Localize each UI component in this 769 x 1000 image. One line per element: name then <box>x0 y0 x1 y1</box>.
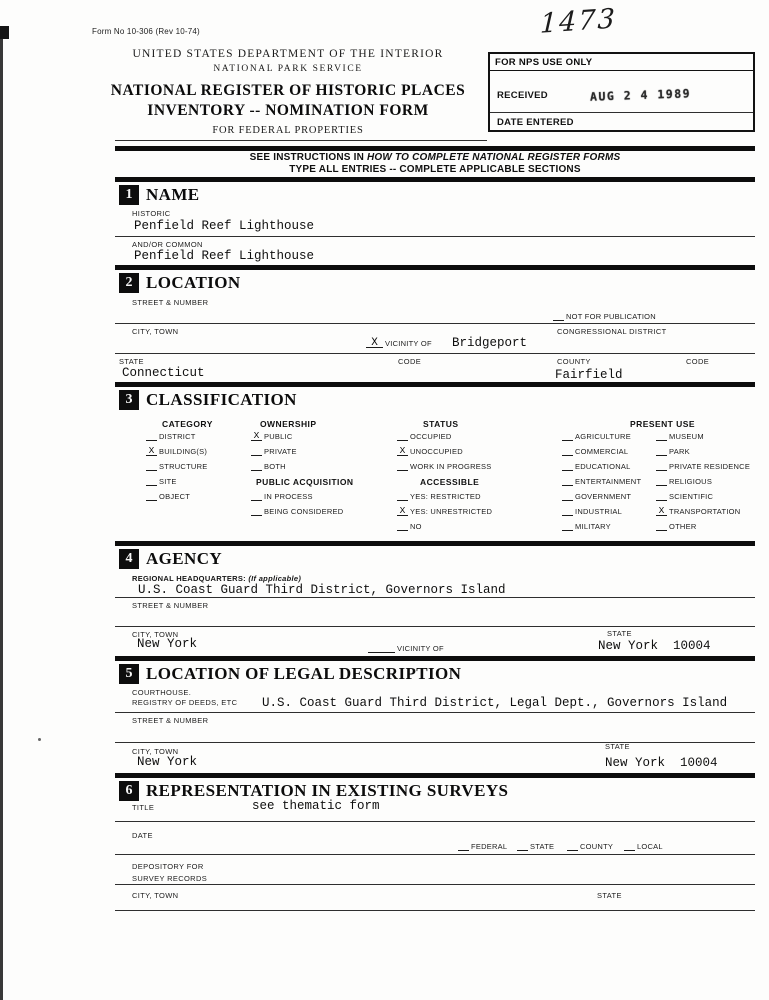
if-applicable-note: (If applicable) <box>245 574 302 583</box>
divider-bar <box>115 541 755 546</box>
city-town-label: CITY, TOWN <box>132 747 179 756</box>
section-5-number: 5 <box>119 664 139 684</box>
checkbox-label: AGRICULTURE <box>575 432 631 441</box>
section-5-title: LOCATION OF LEGAL DESCRIPTION <box>146 664 462 683</box>
checkbox-label: LOCAL <box>637 842 663 851</box>
checkbox-commercial <box>562 446 628 456</box>
checkbox-vicinity-of <box>368 643 444 653</box>
checkbox-work-in-progress <box>397 461 492 471</box>
ownership-header: OWNERSHIP <box>260 419 317 429</box>
instructions-line2: TYPE ALL ENTRIES -- COMPLETE APPLICABLE SECTIONS <box>289 164 581 175</box>
section-1-number: 1 <box>119 185 139 205</box>
checkbox-mark <box>553 311 564 321</box>
checkbox-label: BOTH <box>264 462 286 471</box>
section-6-number: 6 <box>119 781 139 801</box>
historic-name-value: Penfield Reef Lighthouse <box>134 219 315 233</box>
checkbox-label: COUNTY <box>580 842 614 851</box>
form-number: Form No 10-306 (Rev 10-74) <box>92 27 200 36</box>
divider-bar <box>115 656 755 661</box>
checkbox-label: RELIGIOUS <box>669 477 713 486</box>
state-label: STATE <box>597 891 622 900</box>
checkbox-label: PUBLIC <box>264 432 293 441</box>
checkbox-mark <box>458 841 469 851</box>
state-value: New York 10004 <box>598 639 711 653</box>
checkbox-park <box>656 446 690 456</box>
field-rule <box>115 910 755 911</box>
checkbox-mark <box>562 431 573 441</box>
checkbox-county <box>567 841 613 851</box>
city-town-value: New York <box>137 637 198 651</box>
checkbox-private-residence <box>656 461 750 471</box>
county-value: Fairfield <box>555 368 623 382</box>
checkbox-mark <box>251 446 262 456</box>
regional-headquarters-label <box>132 574 301 583</box>
form-subtitle: FOR FEDERAL PROPERTIES <box>212 125 364 136</box>
field-rule <box>115 884 755 885</box>
checkbox-vicinity-of <box>366 338 432 348</box>
date-entered-label: DATE ENTERED <box>497 117 574 128</box>
nps-box-rule <box>490 112 753 113</box>
checkbox-label: VICINITY OF <box>397 644 444 653</box>
checkbox-label: MUSEUM <box>669 432 704 441</box>
checkbox-military <box>562 521 611 531</box>
checkbox-mark <box>562 491 573 501</box>
checkbox-mark: X <box>146 446 157 456</box>
county-label: COUNTY <box>557 357 591 366</box>
instructions-line1 <box>115 152 755 163</box>
state-label: STATE <box>605 742 630 751</box>
state-label: STATE <box>607 629 632 638</box>
courthouse-label-line2: REGISTRY OF DEEDS, ETC <box>132 698 238 707</box>
scan-corner-artifact <box>0 26 9 39</box>
checkbox-yes-unrestricted <box>397 506 492 516</box>
street-number-label: STREET & NUMBER <box>132 601 209 610</box>
checkbox-mark <box>146 476 157 486</box>
checkbox-label: SITE <box>159 477 177 486</box>
checkbox-religious <box>656 476 712 486</box>
vicinity-city-value: Bridgeport <box>452 336 528 350</box>
checkbox-mark: X <box>251 431 262 441</box>
checkbox-industrial <box>562 506 622 516</box>
code-label: CODE <box>686 357 710 366</box>
checkbox-label: FEDERAL <box>471 842 508 851</box>
checkbox-mark <box>146 491 157 501</box>
checkbox-scientific <box>656 491 713 501</box>
checkbox-mark <box>656 446 667 456</box>
checkbox-mark <box>656 461 667 471</box>
divider-bar <box>115 382 755 387</box>
checkbox-label: MILITARY <box>575 522 611 531</box>
checkbox-mark: X <box>366 338 383 348</box>
checkbox-educational <box>562 461 631 471</box>
checkbox-being-considered <box>251 506 343 516</box>
checkbox-mark <box>517 841 528 851</box>
public-acquisition-header: PUBLIC ACQUISITION <box>256 477 354 487</box>
state-value: Connecticut <box>122 366 205 380</box>
checkbox-mark <box>624 841 635 851</box>
checkbox-label: BEING CONSIDERED <box>264 507 344 516</box>
checkbox-unoccupied <box>397 446 463 456</box>
checkbox-no <box>397 521 422 531</box>
field-rule <box>115 626 755 627</box>
city-town-label: CITY, TOWN <box>132 630 179 639</box>
city-town-label: CITY, TOWN <box>132 891 179 900</box>
checkbox-mark <box>562 446 573 456</box>
checkbox-label: COMMERCIAL <box>575 447 629 456</box>
state-value: New York 10004 <box>605 756 718 770</box>
checkbox-label: STRUCTURE <box>159 462 208 471</box>
code-label: CODE <box>398 357 422 366</box>
checkbox-mark <box>397 431 408 441</box>
checkbox-mark <box>146 461 157 471</box>
checkbox-label: DISTRICT <box>159 432 196 441</box>
park-service-title: NATIONAL PARK SERVICE <box>213 64 363 74</box>
checkbox-label: YES: UNRESTRICTED <box>410 507 493 516</box>
checkbox-mark <box>562 506 573 516</box>
checkbox-not-for-publication <box>553 311 656 321</box>
checkbox-label: OBJECT <box>159 492 191 501</box>
field-rule <box>115 854 755 855</box>
field-rule <box>115 323 755 324</box>
field-rule <box>115 236 755 237</box>
checkbox-mark: X <box>656 506 667 516</box>
nps-box-header: FOR NPS USE ONLY <box>490 54 753 71</box>
checkbox-mark <box>562 521 573 531</box>
checkbox-label: INDUSTRIAL <box>575 507 623 516</box>
form-title-line2: INVENTORY -- NOMINATION FORM <box>147 102 429 119</box>
regional-headquarters-value: U.S. Coast Guard Third District, Governors Island <box>138 583 506 597</box>
section-1-title: NAME <box>146 185 200 204</box>
checkbox-buildings <box>146 446 207 456</box>
congressional-district-label: CONGRESSIONAL DISTRICT <box>557 327 667 336</box>
section-2-title: LOCATION <box>146 273 241 292</box>
checkbox-mark <box>397 461 408 471</box>
section-2-number: 2 <box>119 273 139 293</box>
historic-label: HISTORIC <box>132 209 171 218</box>
city-town-label: CITY, TOWN <box>132 327 179 336</box>
department-title: UNITED STATES DEPARTMENT OF THE INTERIOR <box>132 48 444 60</box>
checkbox-district <box>146 431 196 441</box>
field-rule <box>115 712 755 713</box>
checkbox-mark <box>656 521 667 531</box>
checkbox-mark <box>562 461 573 471</box>
checkbox-label: BUILDING(S) <box>159 447 208 456</box>
present-use-header: PRESENT USE <box>630 419 695 429</box>
section-6-title: REPRESENTATION IN EXISTING SURVEYS <box>146 781 509 800</box>
common-name-value: Penfield Reef Lighthouse <box>134 249 315 263</box>
depository-label-line2: SURVEY RECORDS <box>132 874 208 883</box>
checkbox-mark <box>656 476 667 486</box>
checkbox-label: SCIENTIFIC <box>669 492 714 501</box>
checkbox-label: PRIVATE <box>264 447 297 456</box>
checkbox-in-process <box>251 491 313 501</box>
checkbox-yes-restricted <box>397 491 481 501</box>
divider-bar <box>115 146 755 151</box>
checkbox-mark <box>567 841 578 851</box>
common-name-label: AND/OR COMMON <box>132 240 203 249</box>
accessible-header: ACCESSIBLE <box>420 477 480 487</box>
checkbox-label: WORK IN PROGRESS <box>410 462 492 471</box>
checkbox-object <box>146 491 190 501</box>
regional-headquarters-label-text: REGIONAL HEADQUARTERS: <box>132 574 246 583</box>
scan-edge-artifact <box>0 26 3 1000</box>
checkbox-label: VICINITY OF <box>385 339 432 348</box>
checkbox-mark <box>251 461 262 471</box>
status-header: STATUS <box>423 419 459 429</box>
checkbox-label: STATE <box>530 842 555 851</box>
divider-bar <box>115 773 755 778</box>
received-date-stamp: AUG 2 4 1989 <box>589 86 692 104</box>
nps-use-only-box <box>488 52 755 132</box>
checkbox-label: OCCUPIED <box>410 432 452 441</box>
checkbox-museum <box>656 431 704 441</box>
checkbox-label: OTHER <box>669 522 697 531</box>
section-3-title: CLASSIFICATION <box>146 390 297 409</box>
form-title-line1: NATIONAL REGISTER OF HISTORIC PLACES <box>110 82 466 99</box>
checkbox-site <box>146 476 177 486</box>
checkbox-label: TRANSPORTATION <box>669 507 741 516</box>
checkbox-agriculture <box>562 431 631 441</box>
checkbox-label: PARK <box>669 447 690 456</box>
checkbox-mark <box>397 491 408 501</box>
handwritten-number: 1473 <box>539 3 618 40</box>
checkbox-label: NO <box>410 522 422 531</box>
checkbox-label: GOVERNMENT <box>575 492 632 501</box>
checkbox-label: NOT FOR PUBLICATION <box>566 312 656 321</box>
checkbox-label: EDUCATIONAL <box>575 462 631 471</box>
checkbox-label: IN PROCESS <box>264 492 313 501</box>
depository-label-line1: DEPOSITORY FOR <box>132 862 204 871</box>
checkbox-government <box>562 491 631 501</box>
section-3-number: 3 <box>119 390 139 410</box>
city-town-value: New York <box>137 755 198 769</box>
checkbox-mark <box>656 431 667 441</box>
date-label: DATE <box>132 831 153 840</box>
scan-dot-artifact <box>38 738 41 741</box>
received-label: RECEIVED <box>497 90 548 101</box>
title-label: TITLE <box>132 803 155 812</box>
checkbox-mark <box>562 476 573 486</box>
checkbox-both <box>251 461 286 471</box>
checkbox-other <box>656 521 697 531</box>
checkbox-mark <box>397 521 408 531</box>
checkbox-mark <box>251 491 262 501</box>
checkbox-federal <box>458 841 507 851</box>
checkbox-mark: X <box>397 446 408 456</box>
checkbox-label: ENTERTAINMENT <box>575 477 642 486</box>
street-number-label: STREET & NUMBER <box>132 298 209 307</box>
divider-bar <box>115 265 755 270</box>
checkbox-entertainment <box>562 476 641 486</box>
checkbox-mark <box>251 506 262 516</box>
courthouse-label-line1: COURTHOUSE. <box>132 688 192 697</box>
state-label: STATE <box>119 357 144 366</box>
checkbox-mark <box>368 643 395 653</box>
checkbox-structure <box>146 461 208 471</box>
checkbox-label: PRIVATE RESIDENCE <box>669 462 751 471</box>
checkbox-label: YES: RESTRICTED <box>410 492 481 501</box>
checkbox-occupied <box>397 431 452 441</box>
section-4-number: 4 <box>119 549 139 569</box>
divider-bar <box>115 177 755 182</box>
instructions-pre: SEE INSTRUCTIONS IN <box>249 152 367 163</box>
checkbox-mark <box>146 431 157 441</box>
checkbox-private <box>251 446 297 456</box>
checkbox-state <box>517 841 554 851</box>
section-4-title: AGENCY <box>146 549 223 568</box>
field-rule <box>115 742 755 743</box>
checkbox-local <box>624 841 663 851</box>
category-header: CATEGORY <box>162 419 213 429</box>
checkbox-mark: X <box>397 506 408 516</box>
survey-title-value: see thematic form <box>252 799 380 813</box>
checkbox-label: UNOCCUPIED <box>410 447 463 456</box>
checkbox-transportation <box>656 506 740 516</box>
field-rule <box>115 821 755 822</box>
field-rule <box>115 353 755 354</box>
street-number-label: STREET & NUMBER <box>132 716 209 725</box>
checkbox-mark <box>656 491 667 501</box>
header-rule <box>115 140 487 141</box>
field-rule <box>115 597 755 598</box>
instructions-italic: HOW TO COMPLETE NATIONAL REGISTER FORMS <box>367 152 621 163</box>
courthouse-value: U.S. Coast Guard Third District, Legal Dept., Governors Island <box>262 696 728 710</box>
checkbox-public <box>251 431 293 441</box>
